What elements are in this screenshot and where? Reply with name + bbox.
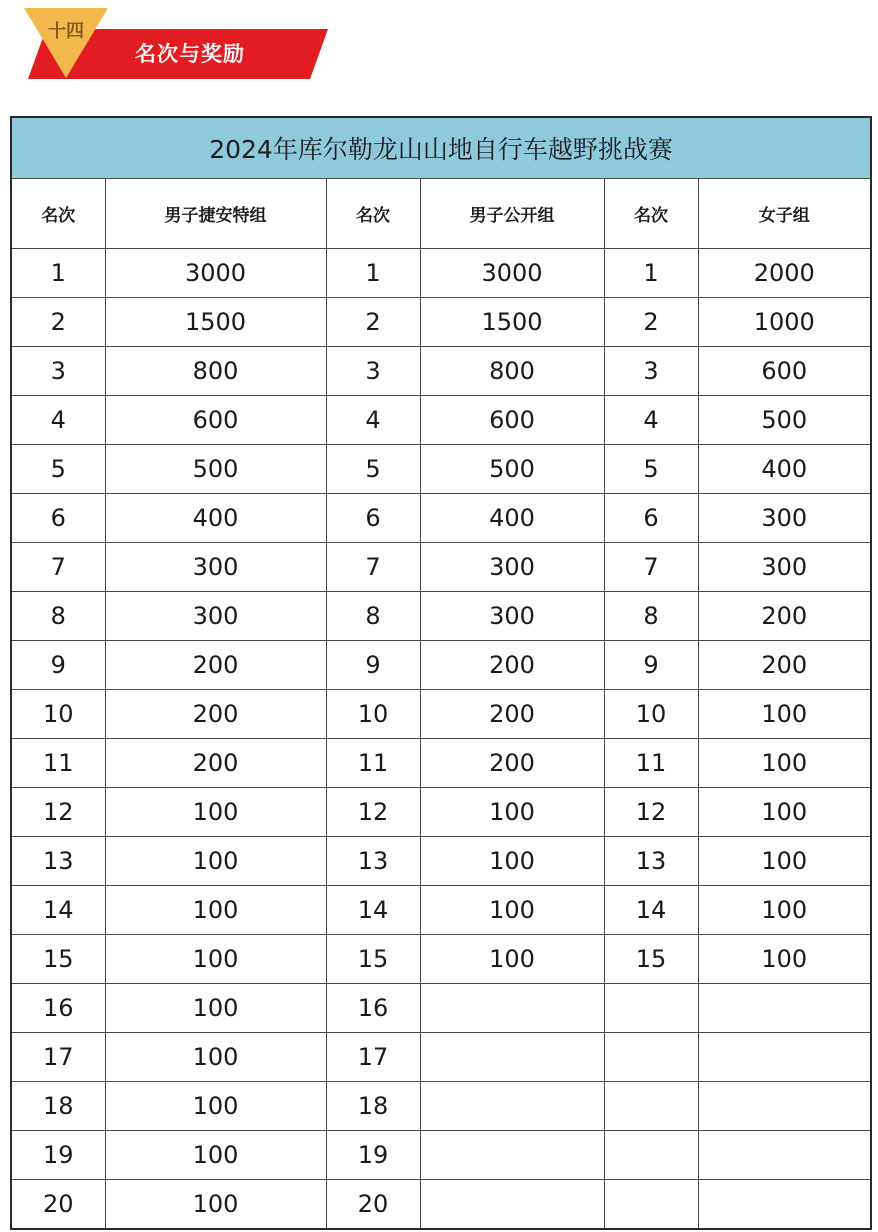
rank-cell: 3 — [11, 347, 105, 396]
men-open-prize-cell — [420, 1082, 604, 1131]
men-open-prize-cell: 300 — [420, 543, 604, 592]
men-open-prize-cell: 100 — [420, 886, 604, 935]
men-open-prize-cell: 3000 — [420, 249, 604, 298]
rank-cell: 13 — [604, 837, 698, 886]
table-row — [11, 641, 871, 690]
rank-cell — [604, 1180, 698, 1230]
rank-cell: 14 — [11, 886, 105, 935]
men-open-prize-cell: 400 — [420, 494, 604, 543]
rank-cell: 3 — [326, 347, 420, 396]
men-giant-prize-cell: 300 — [105, 592, 326, 641]
table-row — [11, 347, 871, 396]
table-title: 2024年库尔勒龙山山地自行车越野挑战赛 — [11, 117, 871, 179]
rank-cell: 16 — [11, 984, 105, 1033]
table-header-row — [11, 179, 871, 249]
rank-cell: 11 — [326, 739, 420, 788]
header-rank: 名次 — [604, 179, 698, 249]
rank-cell: 2 — [11, 298, 105, 347]
header-men-open-group: 男子公开组 — [420, 179, 604, 249]
rank-cell — [604, 1082, 698, 1131]
table-row — [11, 396, 871, 445]
men-giant-prize-cell: 1500 — [105, 298, 326, 347]
rank-cell: 6 — [604, 494, 698, 543]
header-rank: 名次 — [326, 179, 420, 249]
table-row — [11, 935, 871, 984]
men-open-prize-cell: 100 — [420, 837, 604, 886]
women-prize-cell: 100 — [698, 886, 871, 935]
men-giant-prize-cell: 600 — [105, 396, 326, 445]
table-row — [11, 886, 871, 935]
table-row — [11, 690, 871, 739]
rank-cell: 6 — [11, 494, 105, 543]
rank-cell: 13 — [326, 837, 420, 886]
header-rank: 名次 — [11, 179, 105, 249]
men-open-prize-cell — [420, 1131, 604, 1180]
table-row — [11, 1082, 871, 1131]
rank-cell: 12 — [604, 788, 698, 837]
men-giant-prize-cell: 200 — [105, 641, 326, 690]
table-row — [11, 739, 871, 788]
rank-cell: 8 — [11, 592, 105, 641]
table-row — [11, 1131, 871, 1180]
rank-cell: 7 — [11, 543, 105, 592]
rank-cell: 18 — [326, 1082, 420, 1131]
women-prize-cell: 100 — [698, 739, 871, 788]
rank-cell: 19 — [11, 1131, 105, 1180]
women-prize-cell — [698, 1180, 871, 1230]
men-open-prize-cell: 300 — [420, 592, 604, 641]
rank-cell: 20 — [326, 1180, 420, 1230]
men-giant-prize-cell: 100 — [105, 1082, 326, 1131]
men-open-prize-cell: 200 — [420, 641, 604, 690]
men-open-prize-cell — [420, 984, 604, 1033]
rank-cell: 9 — [11, 641, 105, 690]
men-open-prize-cell: 1500 — [420, 298, 604, 347]
women-prize-cell: 300 — [698, 494, 871, 543]
rank-cell: 2 — [326, 298, 420, 347]
rank-cell: 1 — [326, 249, 420, 298]
rank-cell: 14 — [604, 886, 698, 935]
rank-cell: 4 — [604, 396, 698, 445]
rank-cell: 6 — [326, 494, 420, 543]
header-men-giant-group: 男子捷安特组 — [105, 179, 326, 249]
table-row — [11, 298, 871, 347]
rank-cell: 5 — [11, 445, 105, 494]
women-prize-cell: 100 — [698, 837, 871, 886]
men-giant-prize-cell: 100 — [105, 1033, 326, 1082]
women-prize-cell — [698, 1131, 871, 1180]
men-giant-prize-cell: 200 — [105, 690, 326, 739]
rank-cell: 10 — [326, 690, 420, 739]
table-row — [11, 1033, 871, 1082]
rank-cell: 1 — [604, 249, 698, 298]
rank-cell: 12 — [326, 788, 420, 837]
table-body — [11, 249, 871, 1230]
rank-cell: 8 — [326, 592, 420, 641]
rank-cell: 4 — [326, 396, 420, 445]
rank-cell: 7 — [326, 543, 420, 592]
men-giant-prize-cell: 100 — [105, 984, 326, 1033]
prize-table — [10, 116, 872, 1230]
rank-cell: 2 — [604, 298, 698, 347]
rank-cell: 4 — [11, 396, 105, 445]
rank-cell: 5 — [604, 445, 698, 494]
men-open-prize-cell: 200 — [420, 739, 604, 788]
rank-cell: 8 — [604, 592, 698, 641]
rank-cell: 17 — [326, 1033, 420, 1082]
rank-cell: 1 — [11, 249, 105, 298]
rank-cell: 12 — [11, 788, 105, 837]
men-giant-prize-cell: 3000 — [105, 249, 326, 298]
section-number: 十四 — [48, 21, 84, 42]
table-row — [11, 494, 871, 543]
women-prize-cell: 300 — [698, 543, 871, 592]
rank-cell: 10 — [604, 690, 698, 739]
women-prize-cell: 600 — [698, 347, 871, 396]
men-open-prize-cell: 100 — [420, 788, 604, 837]
men-open-prize-cell — [420, 1180, 604, 1230]
rank-cell: 11 — [11, 739, 105, 788]
rank-cell: 14 — [326, 886, 420, 935]
women-prize-cell: 100 — [698, 690, 871, 739]
rank-cell: 9 — [326, 641, 420, 690]
women-prize-cell — [698, 984, 871, 1033]
rank-cell: 15 — [11, 935, 105, 984]
rank-cell: 5 — [326, 445, 420, 494]
women-prize-cell — [698, 1082, 871, 1131]
rank-cell: 11 — [604, 739, 698, 788]
women-prize-cell: 200 — [698, 592, 871, 641]
women-prize-cell: 100 — [698, 935, 871, 984]
rank-cell: 15 — [326, 935, 420, 984]
men-giant-prize-cell: 800 — [105, 347, 326, 396]
rank-cell: 15 — [604, 935, 698, 984]
men-giant-prize-cell: 100 — [105, 935, 326, 984]
women-prize-cell: 100 — [698, 788, 871, 837]
women-prize-cell: 2000 — [698, 249, 871, 298]
rank-cell — [604, 1033, 698, 1082]
table-row — [11, 984, 871, 1033]
rank-cell: 18 — [11, 1082, 105, 1131]
men-giant-prize-cell: 100 — [105, 1131, 326, 1180]
men-open-prize-cell — [420, 1033, 604, 1082]
table-row — [11, 592, 871, 641]
table-row — [11, 837, 871, 886]
header-women-group: 女子组 — [698, 179, 871, 249]
rank-cell: 19 — [326, 1131, 420, 1180]
rank-cell: 13 — [11, 837, 105, 886]
rank-cell: 9 — [604, 641, 698, 690]
rank-cell — [604, 984, 698, 1033]
men-giant-prize-cell: 300 — [105, 543, 326, 592]
women-prize-cell: 200 — [698, 641, 871, 690]
men-giant-prize-cell: 200 — [105, 739, 326, 788]
table-row — [11, 249, 871, 298]
women-prize-cell: 400 — [698, 445, 871, 494]
section-header — [0, 0, 878, 90]
men-open-prize-cell: 500 — [420, 445, 604, 494]
men-giant-prize-cell: 400 — [105, 494, 326, 543]
rank-cell: 20 — [11, 1180, 105, 1230]
table-row — [11, 445, 871, 494]
men-open-prize-cell: 200 — [420, 690, 604, 739]
table-row — [11, 1180, 871, 1230]
section-title: 名次与奖励 — [135, 42, 245, 66]
men-giant-prize-cell: 500 — [105, 445, 326, 494]
rank-cell: 3 — [604, 347, 698, 396]
rank-cell: 10 — [11, 690, 105, 739]
women-prize-cell: 500 — [698, 396, 871, 445]
men-open-prize-cell: 600 — [420, 396, 604, 445]
men-giant-prize-cell: 100 — [105, 1180, 326, 1230]
women-prize-cell: 1000 — [698, 298, 871, 347]
rank-cell — [604, 1131, 698, 1180]
women-prize-cell — [698, 1033, 871, 1082]
men-open-prize-cell: 100 — [420, 935, 604, 984]
table-row — [11, 788, 871, 837]
rank-cell: 17 — [11, 1033, 105, 1082]
men-giant-prize-cell: 100 — [105, 788, 326, 837]
rank-cell: 7 — [604, 543, 698, 592]
men-open-prize-cell: 800 — [420, 347, 604, 396]
table-row — [11, 543, 871, 592]
men-giant-prize-cell: 100 — [105, 886, 326, 935]
rank-cell: 16 — [326, 984, 420, 1033]
men-giant-prize-cell: 100 — [105, 837, 326, 886]
